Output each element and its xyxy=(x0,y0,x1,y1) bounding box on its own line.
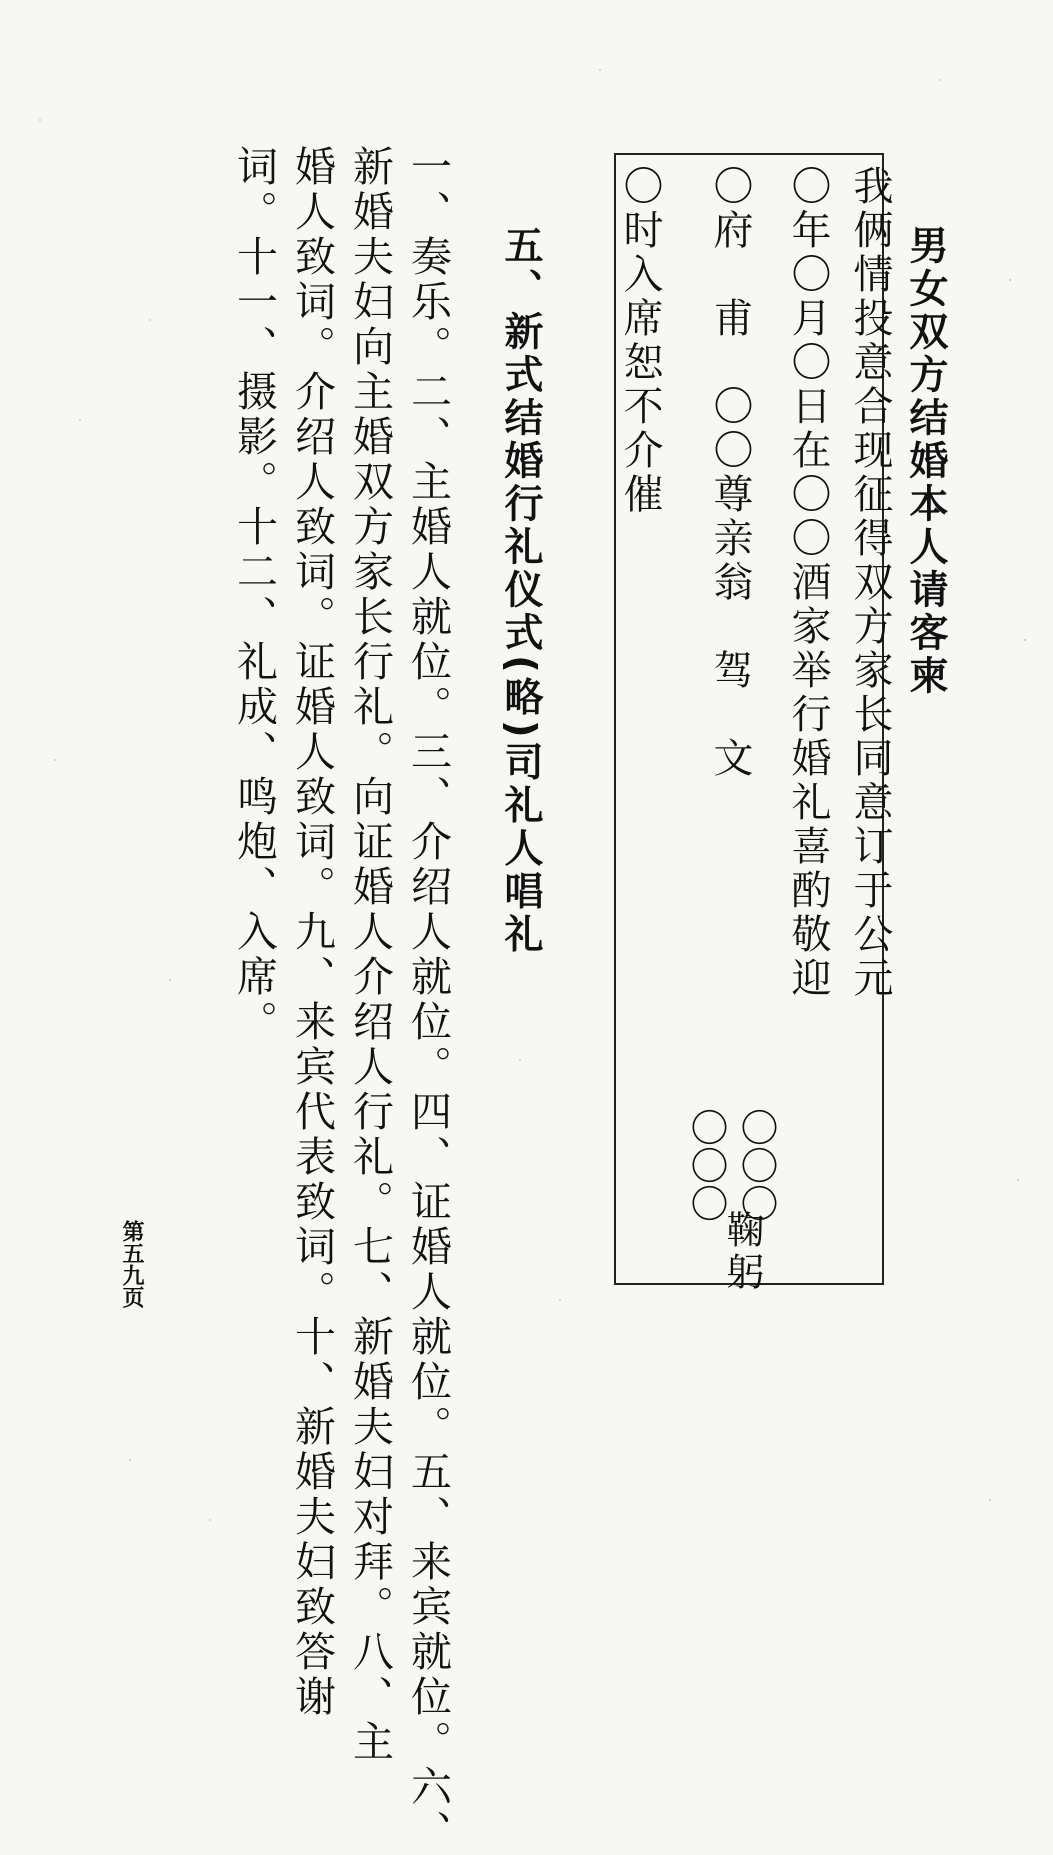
invitation-closing: 鞠躬 xyxy=(720,1210,764,1294)
page-number: 第五九页 xyxy=(119,1220,144,1308)
invitation-line: 〇时入席恕不介催 xyxy=(617,165,663,517)
body-text-line: 词。十一、摄影。十二、礼成、鸣炮、入席。 xyxy=(230,145,278,1045)
invitation-line: 〇年〇月〇日在〇〇酒家举行婚礼喜酌敬迎 xyxy=(785,165,831,1001)
body-text-line: 新婚夫妇向主婚双方家长行礼。向证婚人介绍人行礼。七、新婚夫妇对拜。八、主 xyxy=(346,145,394,1765)
invitation-title: 男女双方结婚本人请客柬 xyxy=(903,225,948,698)
body-text-line: 一、奏乐。二、主婚人就位。三、介绍人就位。四、证婚人就位。五、来宾就位。六、 xyxy=(404,145,452,1855)
host-name-placeholder: 〇〇〇 xyxy=(684,1108,728,1222)
section-title: 五、新式结婚行礼仪式(略)司礼人唱礼 xyxy=(498,225,543,957)
body-text-line: 婚人致词。介绍人致词。证婚人致词。九、来宾代表致词。十、新婚夫妇致答谢 xyxy=(288,145,336,1720)
host-name-placeholder: 〇〇〇 xyxy=(734,1108,778,1222)
invitation-line: 〇府 甫 〇〇尊亲翁 驾 文 xyxy=(707,165,753,781)
invitation-line: 我俩情投意合现征得双方家长同意订于公元 xyxy=(847,165,893,1001)
